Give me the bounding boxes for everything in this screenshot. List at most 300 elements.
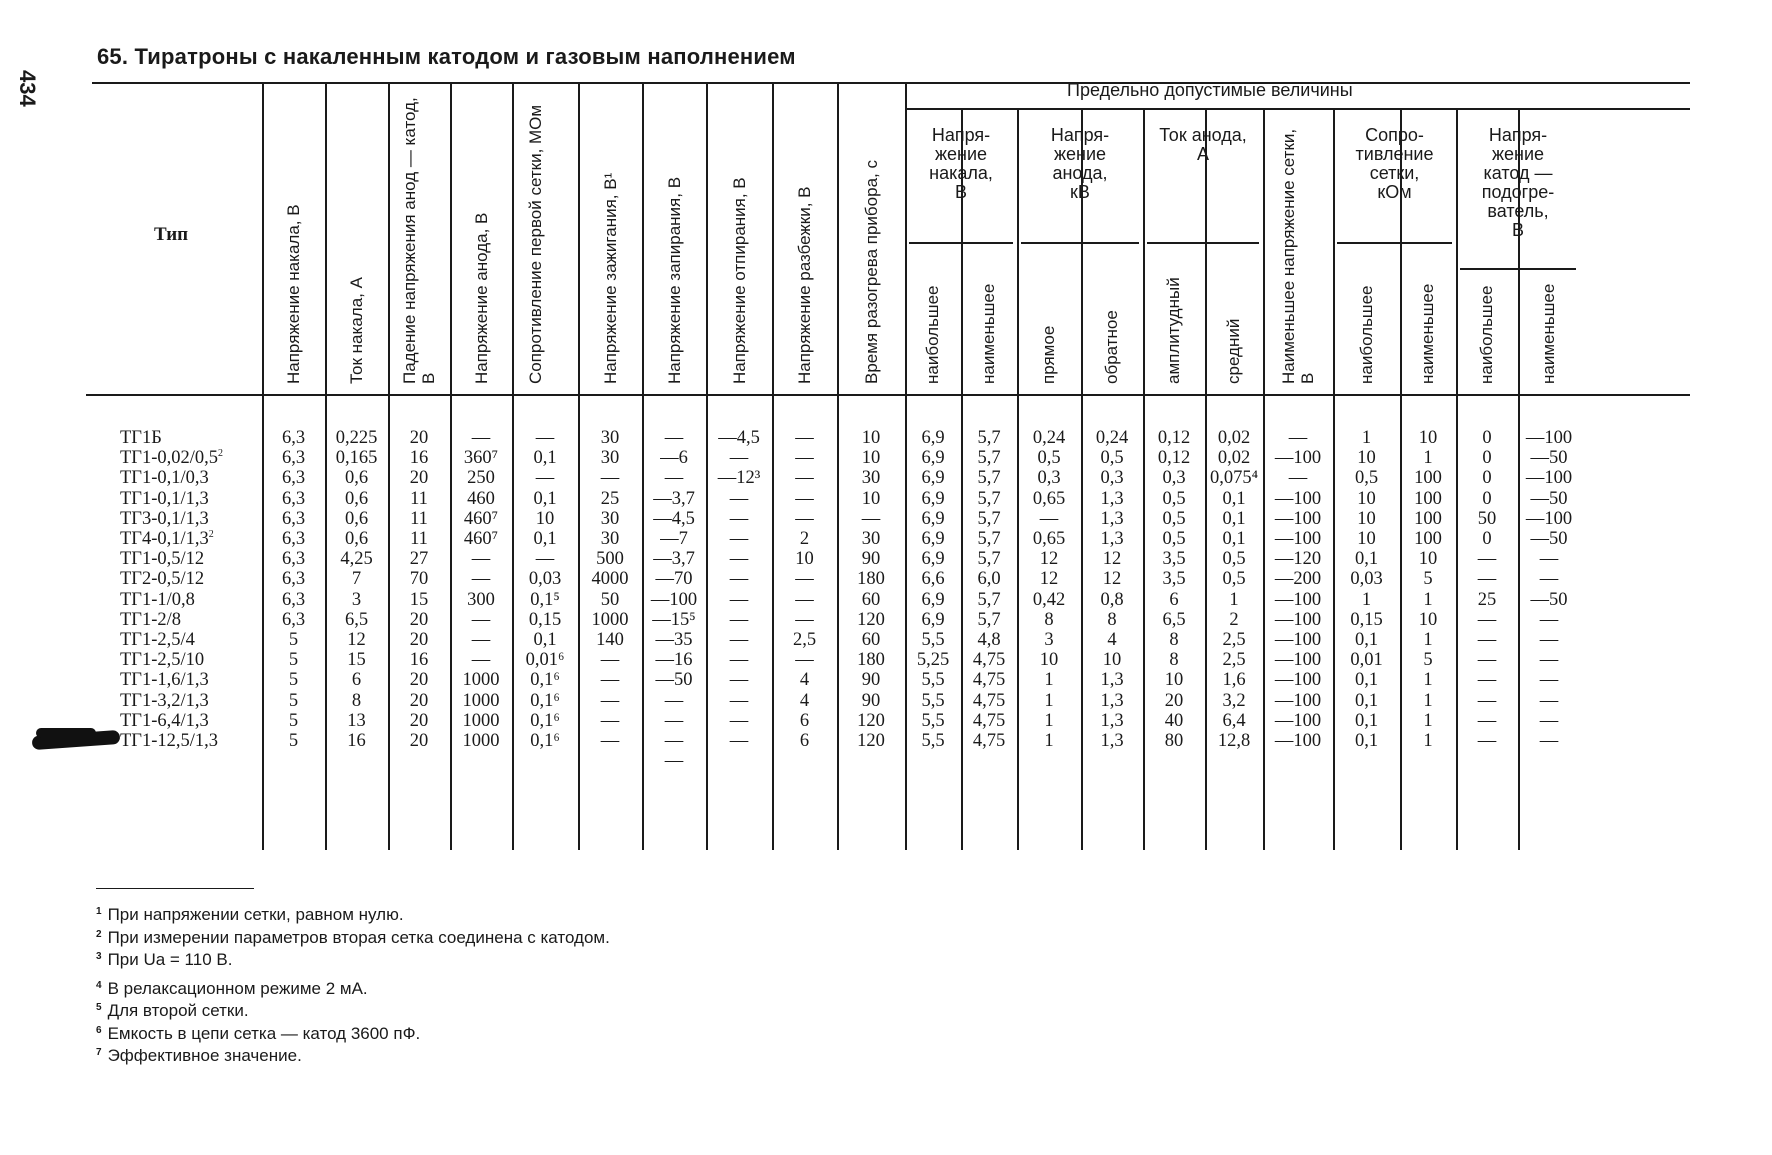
footnote (96, 976, 610, 999)
table-cell: — (729, 609, 749, 630)
table-cell: —35 (655, 630, 693, 650)
table-cell: 20 (409, 468, 429, 489)
table-cell: 120 (857, 710, 885, 731)
type-name: ТГ1-1,6/1,3 (120, 670, 209, 691)
table-cell: 0,5 (1162, 508, 1186, 529)
table-cell: — (1539, 670, 1559, 691)
table-cell: 1 (1044, 670, 1054, 691)
table-cell: 1,3 (1100, 508, 1124, 529)
table-cell: 1,3 (1100, 670, 1124, 691)
table-cell: — (1539, 549, 1559, 570)
table-cell: 1,3 (1100, 690, 1124, 711)
table-cell: 1,3 (1100, 710, 1124, 731)
table-cell: 30 (600, 448, 620, 469)
table-cell: 5,5 (921, 690, 945, 711)
table-cell: 10 (1357, 529, 1376, 549)
type-name: ТГ1-2,5/4 (120, 630, 195, 650)
table-cell: 3,5 (1162, 569, 1186, 590)
table-cell: 1 (1423, 448, 1433, 469)
table-cell: — (600, 650, 620, 671)
table-cell: 4,75 (972, 650, 1006, 671)
table-cell: 0,5 (1100, 448, 1124, 469)
group-sub-rule (1337, 242, 1452, 244)
table-cell: 460⁷ (463, 508, 499, 529)
table-cell: — (729, 690, 749, 711)
table-cell: —3,7 (653, 488, 695, 509)
table-cell: — (1477, 710, 1497, 731)
table-cell: 5 (288, 670, 299, 691)
table-cell: —50 (1530, 529, 1568, 549)
table-cell: 5,7 (977, 589, 1001, 610)
table-cell: 5,5 (921, 731, 945, 751)
group-label: Ток анода, А (1159, 125, 1247, 164)
type-name: ТГ1-0,5/12 (120, 549, 205, 570)
table-cell: 0,1 (1354, 549, 1379, 570)
table-cell: 1 (1361, 428, 1372, 448)
table-cell: — (664, 428, 684, 448)
table-cell: 8 (1107, 609, 1117, 630)
table-cell: 6,9 (921, 468, 945, 489)
table-title: 65. Тиратроны с накаленным катодом и газовым наполнением (97, 44, 796, 69)
footnote-text: Емкость в цепи сетка — катод 3600 пФ. (107, 1023, 421, 1043)
table-cell: 0,6 (344, 529, 369, 549)
table-cell: — (795, 569, 814, 590)
table-cell: —100 (1274, 690, 1322, 711)
table-cell: — (795, 468, 814, 489)
footnote-text: Для второй сетки. (107, 1001, 249, 1020)
footnotes (96, 902, 610, 1066)
table-cell: 6,3 (281, 448, 306, 469)
table-cell: 10 (1102, 650, 1122, 671)
table-cell: — (1477, 670, 1497, 691)
row-type (120, 590, 195, 610)
table-cell: 5,5 (921, 630, 945, 650)
table-cell: 20 (409, 670, 429, 691)
table-cell: 6,5 (344, 609, 369, 630)
group-label: Напря- жение катод — подогре- ватель, В (1481, 125, 1555, 240)
sub-column-header: прямое (1039, 325, 1058, 384)
table-cell: —7 (660, 529, 688, 549)
table-cell: 1 (1423, 731, 1433, 751)
table-cell: 6,9 (921, 448, 945, 469)
table-cell: —100 (1274, 448, 1322, 469)
table-cell: 5,7 (977, 468, 1001, 489)
table-cell: 0,65 (1032, 488, 1066, 509)
table-cell: 6,3 (281, 589, 306, 610)
group-sub-rule (1460, 268, 1576, 270)
table-cell: 3 (1044, 630, 1054, 650)
table-cell: 4000 (591, 569, 629, 590)
group-label: Сопро- тивление сетки, кОм (1355, 125, 1434, 202)
table-cell: — (729, 731, 749, 751)
table-cell: — (729, 630, 749, 650)
table-cell: — (1477, 630, 1497, 650)
table-cell: 90 (861, 549, 881, 570)
table-cell: 6 (1169, 589, 1179, 610)
table-cell: 60 (861, 589, 881, 610)
table-cell: 20 (409, 690, 429, 711)
table-cell: 5,25 (916, 650, 950, 671)
table-cell: 10 (795, 549, 814, 570)
table-cell: 10 (861, 448, 881, 469)
sub-column-header: обратное (1102, 310, 1121, 384)
table-cell: 6,9 (921, 529, 945, 549)
table-cell: —100 (1274, 589, 1322, 610)
table-cell: 0,24 (1095, 428, 1129, 448)
table-cell: 25 (1477, 589, 1497, 610)
table-cell: 20 (409, 609, 429, 630)
table-cell: 0,1 (1354, 670, 1379, 691)
table-cell: 0,02 (1217, 448, 1251, 469)
table-cell: 11 (410, 529, 428, 549)
group-sub-rule (1147, 242, 1259, 244)
table-cell: — (795, 448, 814, 469)
table-cell: 80 (1164, 731, 1184, 751)
table-cell: — (1477, 650, 1497, 671)
table-cell: 4,75 (972, 731, 1006, 751)
table-cell: 0,42 (1032, 589, 1066, 610)
table-cell: 6,3 (281, 468, 306, 489)
sub-column-header: наименьшее (979, 283, 998, 384)
footnote (96, 1043, 610, 1066)
table-cell: 0,8 (1100, 589, 1124, 610)
column-header: Напряжение отпирания, В (729, 177, 749, 384)
table-cell: 16 (347, 731, 366, 751)
table-cell: 4 (799, 690, 810, 711)
table-cell: — (795, 650, 814, 671)
table-cell: 5 (288, 650, 299, 671)
table-cell: — (535, 468, 555, 489)
table-cell: —100 (1274, 670, 1322, 691)
table-cell: 250 (467, 468, 495, 489)
table-cell: 180 (857, 650, 885, 671)
table-cell: — (600, 468, 620, 489)
table-cell: 10 (861, 428, 881, 448)
column-header: Падение напряжения анод — катод, В (400, 97, 438, 384)
limits-rule (905, 108, 1690, 110)
table-cell: 10 (1418, 549, 1438, 570)
table-cell: 0,01 (1350, 650, 1383, 671)
footnote-number: 4 (96, 979, 102, 991)
group-label: Наименьшее напряжение сетки, В (1279, 128, 1317, 384)
table-cell: 5 (288, 731, 299, 751)
table-cell: 2,5 (792, 630, 817, 650)
table-cell: 5,7 (977, 428, 1001, 448)
table-cell: — (1477, 549, 1497, 570)
table-cell: 5,7 (977, 549, 1001, 570)
table-cell: 0,5 (1037, 448, 1061, 469)
table-cell: 6 (351, 670, 362, 691)
table-cell: 1,3 (1100, 529, 1124, 549)
type-name: ТГ1-0,1/1,3 (120, 488, 209, 509)
row-type (120, 610, 181, 630)
table-cell: —100 (1274, 710, 1322, 731)
table-cell: 0,1 (1222, 508, 1246, 529)
table-cell: —100 (1525, 468, 1573, 489)
table-cell: 50 (600, 589, 620, 610)
table-cell: — (471, 650, 491, 671)
footnote-ref: 2 (208, 528, 214, 540)
footnote (96, 998, 610, 1021)
table-cell: 0,5 (1162, 529, 1186, 549)
table-cell: 15 (409, 589, 429, 610)
table-cell: 30 (861, 529, 881, 549)
table-cell: —50 (1530, 448, 1568, 469)
table-cell: 50 (1477, 508, 1497, 529)
table-cell: — (729, 569, 749, 590)
table-cell: 0,3 (1100, 468, 1124, 489)
table-cell: — (664, 751, 684, 772)
table-cell: 10 (861, 488, 881, 509)
footnote-rule (96, 888, 254, 889)
table-cell: — (1539, 690, 1559, 711)
row-type (120, 731, 218, 751)
table-cell: 6,3 (281, 428, 306, 448)
table-cell: —100 (1274, 508, 1322, 529)
table-cell: 90 (861, 670, 881, 691)
table-cell: 4,75 (972, 670, 1006, 691)
table-cell: 5 (288, 630, 299, 650)
table-cell: —50 (655, 670, 693, 691)
type-header: Тип (154, 224, 189, 245)
group-sub-rule (1021, 242, 1139, 244)
table-cell: 0,3 (1162, 468, 1186, 489)
type-name: ТГ1-6,4/1,3 (120, 710, 209, 731)
table-cell: 10 (1357, 448, 1376, 469)
row-type (120, 529, 214, 549)
table-cell: 10 (1164, 670, 1184, 691)
table-cell: 40 (1164, 710, 1184, 731)
table-cell: 4,25 (340, 549, 373, 570)
column-header: Напряжение анода, В (471, 212, 491, 384)
table-cell: 1 (1361, 589, 1372, 610)
row-type (120, 489, 209, 509)
table-cell: 1 (1044, 690, 1054, 711)
row-type (120, 448, 223, 468)
table-cell: — (471, 569, 491, 590)
table-cell: —100 (1525, 428, 1573, 448)
table-cell: 140 (596, 630, 624, 650)
column-header: Ток накала, А (347, 277, 366, 384)
table-cell: — (1539, 650, 1559, 671)
table-cell: — (1288, 428, 1308, 448)
table-cell: 20 (409, 428, 429, 448)
table-cell: 4 (799, 670, 810, 691)
footnote-number: 2 (96, 928, 102, 940)
table-cell: —120 (1274, 549, 1322, 570)
table-cell: 0,3 (1037, 468, 1061, 489)
table-cell: 0,075⁴ (1209, 468, 1259, 489)
table-cell: — (795, 589, 814, 610)
table-cell: 10 (1357, 508, 1376, 529)
table-cell: 1000 (462, 731, 500, 751)
table-cell: —16 (655, 650, 693, 671)
table-cell: 30 (861, 468, 881, 489)
footnote-ref: 2 (218, 448, 224, 460)
table-cell: 5,7 (977, 508, 1001, 529)
table-cell: — (600, 670, 620, 691)
table-cell: 4 (1107, 630, 1117, 650)
table-cell: 0,1 (533, 488, 557, 509)
table-cell: 1,3 (1100, 731, 1124, 751)
table-cell: —3,7 (653, 549, 695, 570)
table-cell: 10 (1418, 609, 1438, 630)
table-cell: 12 (347, 630, 366, 650)
table-cell: 1 (1423, 630, 1433, 650)
row-type (120, 428, 162, 448)
table-cell: — (729, 589, 749, 610)
table-cell: 2,5 (1222, 630, 1246, 650)
table-cell: —100 (1274, 650, 1322, 671)
table-cell: 6,9 (921, 488, 945, 509)
table-cell: 6,9 (921, 508, 945, 529)
footnote-number: 3 (96, 951, 102, 962)
table-cell: — (1477, 690, 1497, 711)
table-cell: 12 (1102, 549, 1122, 570)
table-cell: — (471, 630, 491, 650)
table-cell: 0,6 (344, 488, 369, 509)
footnote-text: В релаксационном режиме 2 мА. (107, 978, 368, 998)
table-cell: 10 (1039, 650, 1059, 671)
table-cell: 0,1⁶ (530, 731, 560, 751)
type-name: ТГ3-0,1/1,3 (120, 508, 209, 529)
type-name: ТГ2-0,5/12 (120, 569, 205, 590)
type-name: ТГ1-12,5/1,3 (120, 731, 219, 751)
table-cell: 27 (409, 549, 429, 570)
limits-header: Предельно допустимые величины (1067, 80, 1353, 100)
table-cell: 0,15 (1350, 609, 1383, 630)
table-cell: —200 (1274, 569, 1322, 590)
footnote-number: 7 (96, 1047, 102, 1058)
footnote-number: 1 (96, 906, 102, 917)
table-cell: 12,8 (1217, 731, 1251, 751)
table-cell: — (664, 731, 684, 751)
table-cell: 0,1 (533, 630, 557, 650)
table-cell: 5,7 (977, 609, 1001, 630)
table-cell: —4,5 (653, 508, 695, 529)
footnote-text: При напряжении сетки, равном нулю. (107, 905, 404, 924)
type-name: ТГ1-2,5/10 (120, 650, 205, 671)
table-cell: 0,1 (1222, 488, 1246, 509)
table-cell: 11 (410, 508, 428, 529)
table-cell: —70 (655, 569, 693, 590)
sub-column-header: средний (1224, 318, 1243, 384)
row-type (120, 650, 204, 670)
table-cell: — (1539, 609, 1559, 630)
table-cell: 8 (1169, 630, 1179, 650)
table-cell: 0,03 (528, 569, 562, 590)
table-cell: — (795, 428, 814, 448)
tyratron-table (92, 82, 1692, 852)
table-cell: — (600, 710, 620, 731)
table-cell: —100 (1274, 529, 1322, 549)
table-cell: — (1539, 731, 1559, 751)
table-cell: 12 (1102, 569, 1122, 590)
table-cell: 20 (409, 710, 429, 731)
table-cell: 3,5 (1162, 549, 1186, 570)
type-name: ТГ1-2/8 (120, 609, 182, 630)
table-cell: 180 (857, 569, 885, 590)
table-cell: —4,5 (718, 428, 760, 448)
table-cell: 0 (1482, 488, 1492, 509)
page-number: 434 (15, 70, 40, 107)
table-cell: 8 (1169, 650, 1179, 671)
table-cell: —50 (1530, 488, 1568, 509)
table-cell: 8 (351, 690, 362, 711)
type-name: ТГ4-0,1/1,3 (120, 529, 209, 549)
table-cell: 0,1 (1354, 690, 1379, 711)
sub-column-header: наибольшее (1356, 285, 1376, 384)
table-cell: 1 (1044, 710, 1054, 731)
table-cell: 6,3 (281, 529, 306, 549)
table-cell: 0,03 (1350, 569, 1383, 590)
table-cell: 6 (799, 731, 810, 751)
table-cell: 6,6 (921, 569, 945, 590)
table-cell: 13 (347, 710, 366, 731)
table-cell: —100 (1274, 731, 1322, 751)
table-cell: 0,5 (1162, 488, 1186, 509)
table-cell: 25 (600, 488, 620, 509)
table-cell: — (471, 428, 491, 448)
table-cell: 10 (1357, 488, 1376, 509)
table-cell: 6,3 (281, 609, 306, 630)
table-cell: 2 (1229, 609, 1239, 630)
row-type (120, 670, 209, 690)
table-cell: 0,1⁶ (530, 710, 560, 731)
table-cell: 5 (1423, 569, 1433, 590)
table-cell: 16 (409, 448, 429, 469)
table-cell: 6,5 (1162, 609, 1186, 630)
table-cell: 5,5 (921, 670, 945, 691)
table-cell: — (1539, 710, 1559, 731)
table-cell: — (729, 549, 749, 570)
table-cell: — (1539, 569, 1559, 590)
table-cell: — (664, 690, 684, 711)
table-cell: —100 (1274, 488, 1322, 509)
table-cell: 11 (410, 488, 428, 509)
table-cell: 0,12 (1157, 448, 1191, 469)
table-cell: 7 (351, 569, 362, 590)
table-top-rule (92, 82, 1690, 84)
table-cell: 0,1 (1354, 731, 1379, 751)
table-cell: — (1477, 609, 1497, 630)
table-cell: — (535, 549, 555, 570)
table-cell: —6 (660, 448, 688, 469)
group-label: Напря- жение накала, В (929, 125, 993, 202)
table-cell: 0,12 (1157, 428, 1191, 448)
footnote-number: 5 (96, 1002, 102, 1013)
table-cell: —100 (650, 589, 698, 610)
table-cell: 100 (1414, 529, 1442, 549)
table-cell: 0,6 (344, 468, 369, 489)
table-cell: — (1477, 731, 1497, 751)
footnote-text: При Uа = 110 В. (107, 950, 233, 969)
table-cell: — (729, 508, 749, 529)
table-cell: — (471, 609, 491, 630)
table-cell: 0,02 (1217, 428, 1251, 448)
table-cell: 1 (1423, 589, 1433, 610)
table-cell: 3,2 (1222, 690, 1246, 711)
table-cell: 1 (1423, 710, 1433, 731)
column-header: Напряжение разбежки, В (795, 186, 814, 384)
table-cell: 1000 (462, 690, 500, 711)
table-cell: 1,6 (1222, 670, 1246, 691)
table-cell: 0,1 (1222, 529, 1246, 549)
table-cell: 1000 (591, 609, 629, 630)
table-cell: 120 (857, 609, 885, 630)
sub-column-header: наибольшее (923, 285, 942, 384)
table-cell: 90 (861, 690, 881, 711)
